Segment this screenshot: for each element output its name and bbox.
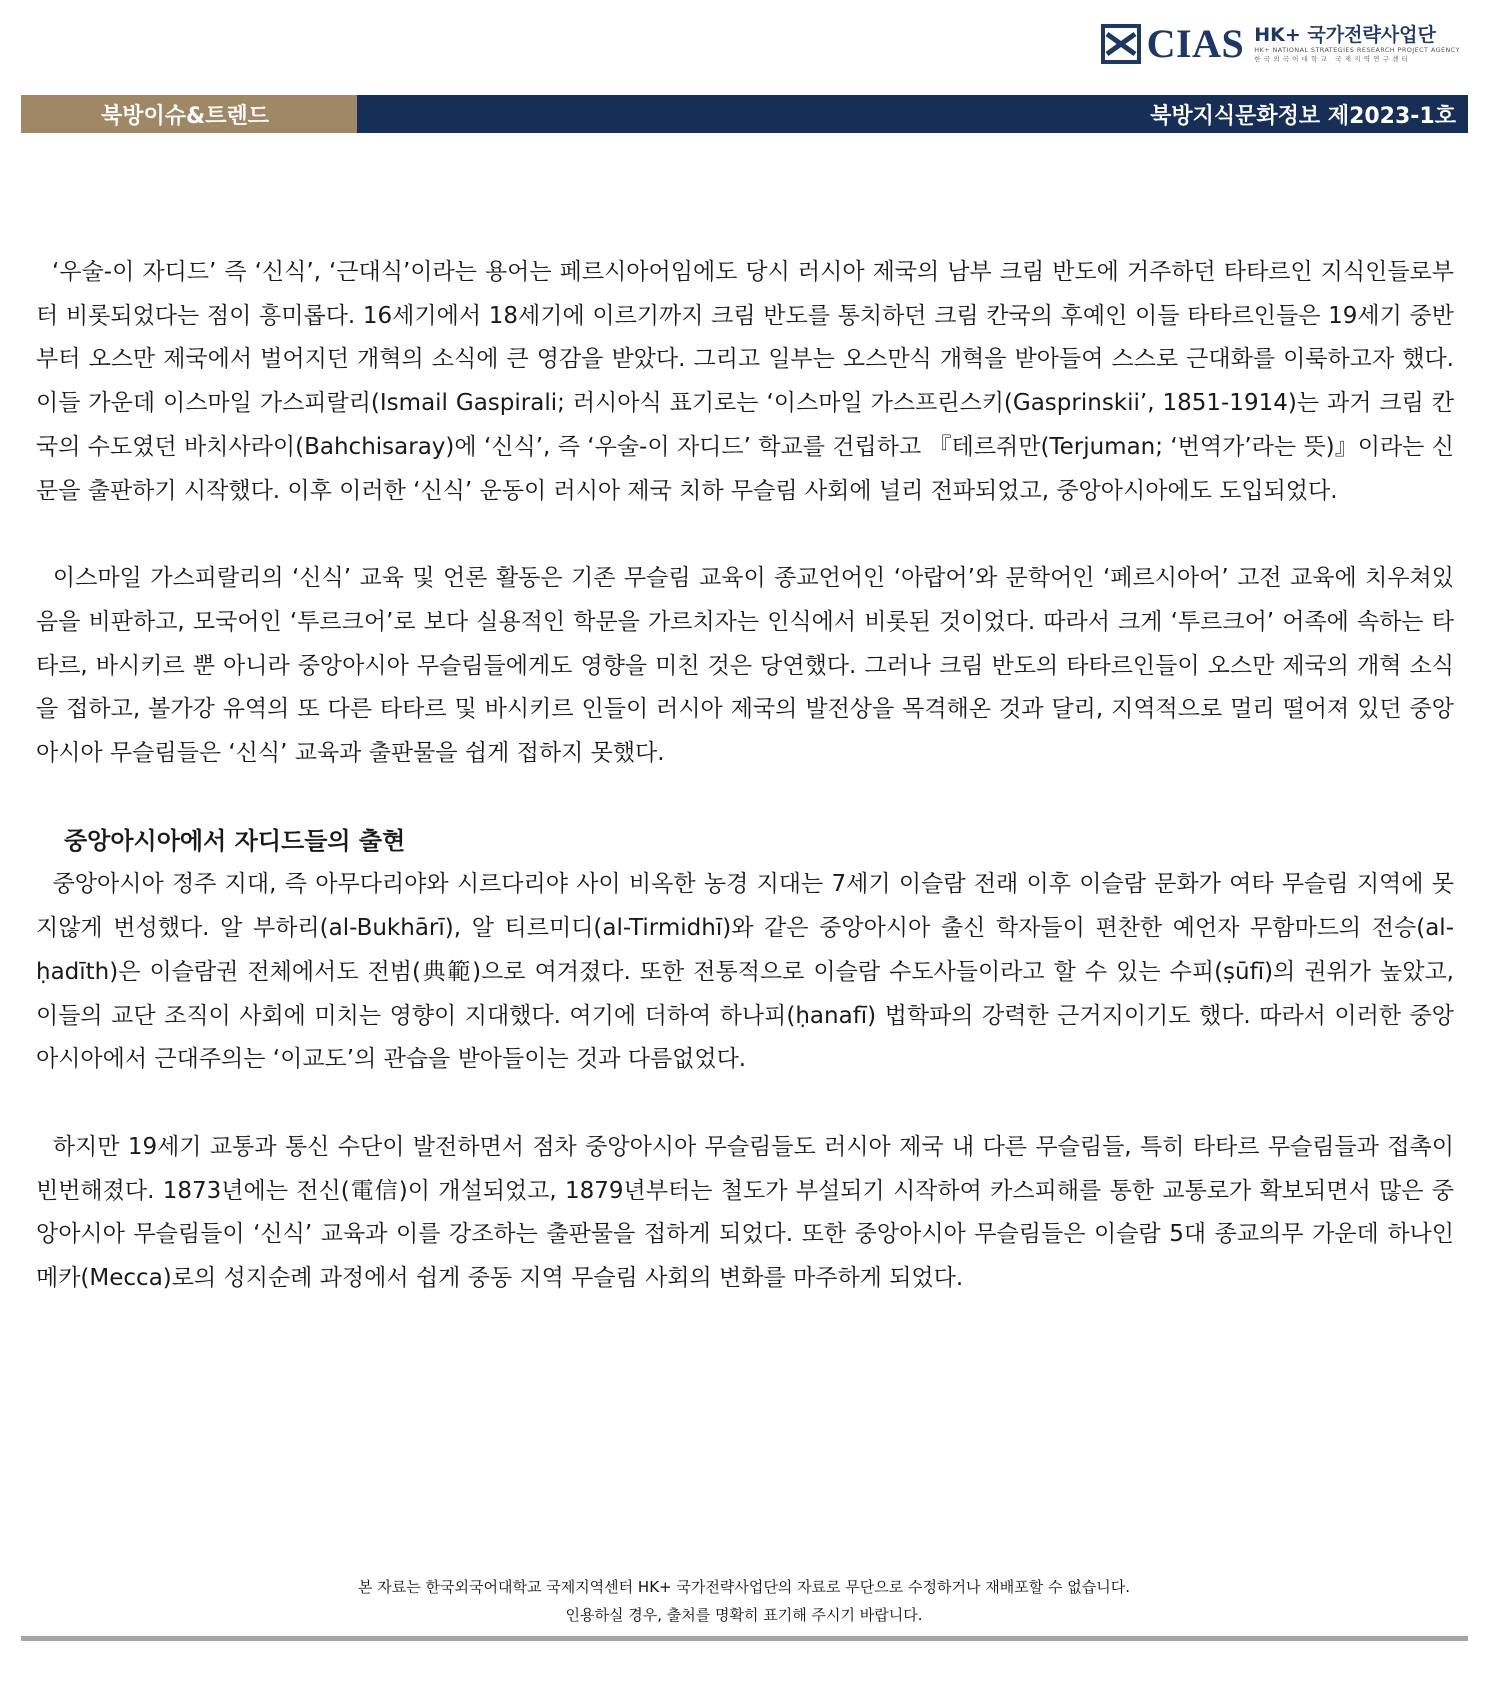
publication-label: 북방지식문화정보 제2023-1호 xyxy=(357,95,1468,133)
footer-line-1: 본 자료는 한국외국어대학교 국제지역센터 HK+ 국가전략사업단의 자료로 무단으로 수정하거나 재배포할 수 없습니다. xyxy=(358,1578,1130,1596)
header-bar xyxy=(21,95,1468,133)
paragraph-3: 중앙아시아 정주 지대, 즉 아무다리야와 시르다리야 사이 비옥한 농경 지대는 7세기 이슬람 전래 이후 이슬람 문화가 여타 무슬림 지역에 못지않게 번성했다. 알 부하리(al-Bukhārī), 알 티르미디(al-Tirmidhī)와 같은 중앙아시아 출신 학자들이 편찬한 예언자 무함마드의 전승(al-ḥadīth)은 이슬람권 전체에서도 전범(典範)으로 여겨졌다. 또한 전통적으로 이슬람 수도사들이라고 할 수 있는 수피(ṣūfī)의 권위가 높았고, 이들의 교단 조직이 사회에 미치는 영향이 지대했다. 여기에 더하여 하나피(ḥanafī) 법학파의 강력한 근거지이기도 했다. 따라서 이러한 중앙아시아에서 근대주의는 ‘이교도’의 관습을 받아들이는 것과 다름없었다. xyxy=(36,871,1454,1073)
logo-title: HK+ 국가전략사업단 xyxy=(1254,24,1436,46)
cias-emblem-icon xyxy=(1101,24,1141,64)
logo-subtitle-en: HK+ NATIONAL STRATEGIES RESEARCH PROJECT AGENCY xyxy=(1254,46,1460,54)
paragraph-2: 이스마일 가스피랄리의 ‘신식’ 교육 및 언론 활동은 기존 무슬림 교육이 종교언어인 ‘아랍어’와 문학어인 ‘페르시아어’ 고전 교육에 치우쳐있음을 비판하고, 모국어인 ‘투르크어’로 보다 실용적인 학문을 가르치자는 인식에서 비롯된 것이었다. 따라서 크게 ‘투르크어’ 어족에 속하는 타타르, 바시키르 뿐 아니라 중앙아시아 무슬림들에게도 영향을 미친 것은 당연했다. 그러나 크림 반도의 타타르인들이 오스만 제국의 개혁 소식을 접하고, 볼가강 유역의 또 다른 타타르 및 바시키르 인들이 러시아 제국의 발전상을 목격해온 것과 달리, 지역적으로 멀리 떨어져 있던 중앙아시아 무슬림들은 ‘신식’ 교육과 출판물을 쉽게 접하지 못했다. xyxy=(36,565,1454,767)
footer-divider xyxy=(21,1636,1468,1641)
section-heading: 중앙아시아에서 자디드들의 출현 xyxy=(64,826,406,855)
article-body xyxy=(36,251,1454,1301)
section-label: 북방이슈&트렌드 xyxy=(21,95,357,133)
paragraph-4: 하지만 19세기 교통과 통신 수단이 발전하면서 점차 중앙아시아 무슬림들도 러시아 제국 내 다른 무슬림들, 특히 타타르 무슬림들과 접촉이 빈번해졌다. 1873년에는 전신(電信)이 개설되었고, 1879년부터는 철도가 부설되기 시작하여 카스피해를 통한 교통로가 확보되면서 많은 중앙아시아 무슬림들이 ‘신식’ 교육과 이를 강조하는 출판물을 접하게 되었다. 또한 중앙아시아 무슬림들은 이슬람 5대 종교의무 가운데 하나인 메카(Mecca)로의 성지순례 과정에서 쉽게 중동 지역 무슬림 사회의 변화를 마주하게 되었다. xyxy=(36,1133,1454,1292)
logo-subtitle-ko: 한국외국어대학교 국제지역연구센터 xyxy=(1254,55,1412,63)
footer-notice xyxy=(0,1573,1488,1629)
paragraph-1: ‘우술-이 자디드’ 즉 ‘신식’, ‘근대식’이라는 용어는 페르시아어임에도 당시 러시아 제국의 남부 크림 반도에 거주하던 타타르인 지식인들로부터 비롯되었다는 점이 흥미롭다. 16세기에서 18세기에 이르기까지 크림 반도를 통치하던 크림 칸국의 후예인 이들 타타르인들은 19세기 중반부터 오스만 제국에서 벌어지던 개혁의 소식에 큰 영감을 받았다. 그리고 일부는 오스만식 개혁을 받아들여 스스로 근대화를 이룩하고자 했다. 이들 가운데 이스마일 가스피랄리(Ismail Gaspirali; 러시아식 표기로는 ‘이스마일 가스프린스키(Gasprinskii’, 1851-1914)는 과거 크림 칸국의 수도였던 바치사라이(Bahchisaray)에 ‘신식’, 즉 ‘우술-이 자디드’ 학교를 건립하고 『테르쥐만(Terjuman; ‘번역가’라는 뜻)』이라는 신문을 출판하기 시작했다. 이후 이러한 ‘신식’ 운동이 러시아 제국 치하 무슬림 사회에 널리 전파되었고, 중앙아시아에도 도입되었다. xyxy=(36,259,1454,504)
logo-text-block xyxy=(1254,24,1460,64)
footer-line-2: 인용하실 경우, 출처를 명확히 표기해 주시기 바랍니다. xyxy=(565,1606,923,1624)
cias-logo xyxy=(1101,21,1460,66)
cias-wordmark: CIAS xyxy=(1146,21,1245,66)
